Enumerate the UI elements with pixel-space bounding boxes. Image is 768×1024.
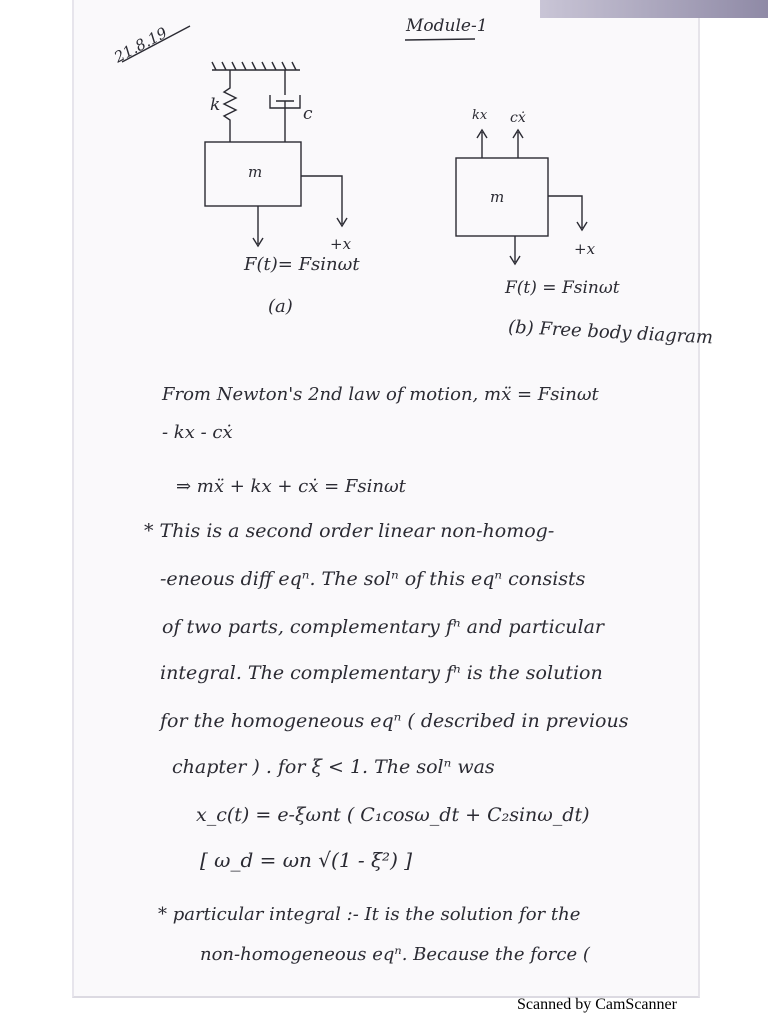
caption-b: (b) Free body diagram: [507, 316, 714, 349]
damper-force-arrow: [513, 130, 523, 158]
scanner-watermark: Scanned by CamScanner: [517, 996, 677, 1013]
body-line-10: x_c(t) = e-ξωnt ( C₁cosω_dt + C₂sinω_dt): [196, 804, 590, 826]
date-text: 21.8.19: [111, 23, 171, 67]
damper: [270, 70, 300, 142]
body-line-6: of two parts, complementary fⁿ and particular: [162, 616, 605, 638]
damper-label: c: [303, 104, 313, 124]
caption-a: (a): [268, 296, 293, 317]
body-line-11: [ ω_d = ωn √(1 - ξ²) ]: [200, 848, 413, 872]
damper-force-label: cẋ: [510, 110, 526, 126]
displacement-arrow-b: [548, 196, 587, 230]
module-underline: [405, 39, 475, 40]
spring-label: k: [210, 95, 221, 115]
body-line-9: chapter ) . for ξ < 1. The solⁿ was: [172, 756, 495, 778]
diagram-a-drawing: [205, 62, 347, 246]
body-line-13: non-homogeneous eqⁿ. Because the force (: [200, 944, 590, 965]
body-line-12: * particular integral :- It is the solution for the: [158, 904, 581, 925]
mass-label-b: m: [490, 188, 505, 206]
force-arrow-b: [510, 236, 520, 264]
force-arrow-a: [253, 206, 263, 246]
direction-label-b: +x: [574, 240, 596, 258]
body-line-8: for the homogeneous eqⁿ ( described in previous: [160, 710, 629, 732]
module-title: Module-1: [406, 16, 488, 36]
spring: [224, 70, 236, 142]
force-label-a: F(t)= Fsinωt: [244, 254, 360, 275]
mass-label-a: m: [248, 163, 263, 181]
diagram-b-drawing: [456, 130, 587, 264]
displacement-arrow-a: [301, 176, 347, 226]
body-line-4: * This is a second order linear non-homog-: [144, 520, 555, 542]
ceiling-hatch: [212, 62, 296, 70]
body-line-2: - kx - cẋ: [162, 422, 233, 443]
force-label-b: F(t) = Fsinωt: [505, 278, 620, 298]
spring-force-label: kx: [472, 108, 488, 123]
body-line-5: -eneous diff eqⁿ. The solⁿ of this eqⁿ consists: [160, 568, 586, 590]
body-line-7: integral. The complementary fⁿ is the solution: [160, 662, 603, 684]
body-line-1: From Newton's 2nd law of motion, mẍ = Fsinωt: [162, 384, 599, 405]
body-line-3: ⇒ mẍ + kx + cẋ = Fsinωt: [176, 476, 406, 497]
direction-label-a: +x: [330, 235, 352, 253]
spring-force-arrow: [477, 130, 487, 158]
